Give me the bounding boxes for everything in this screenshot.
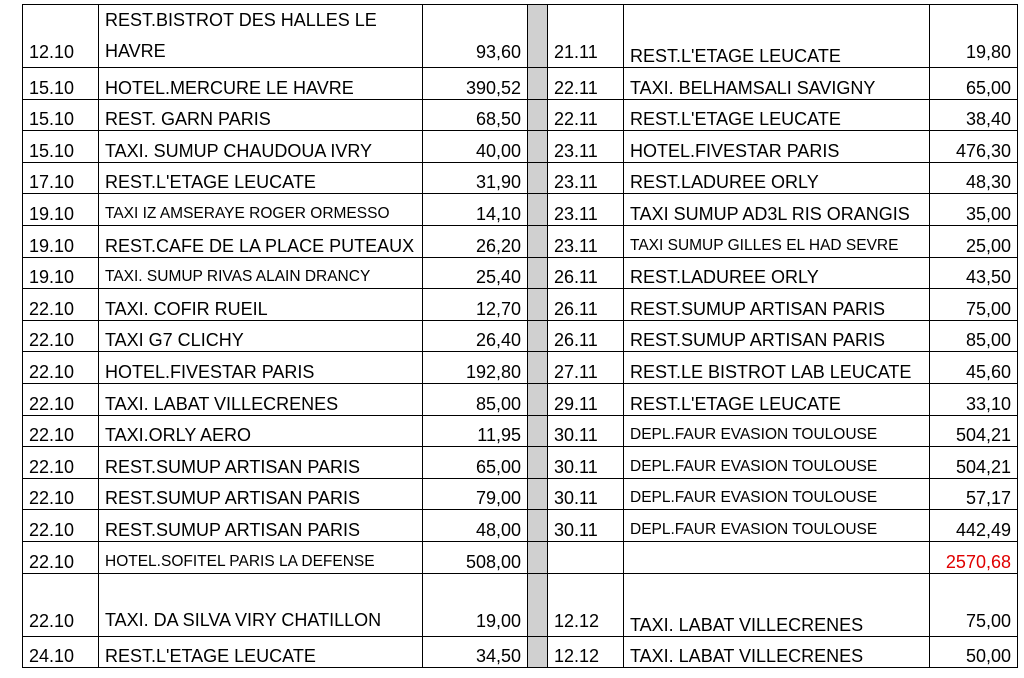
table-row: [23, 257, 1018, 289]
amount-left: 508,00: [423, 541, 528, 573]
column-separator: [528, 478, 548, 510]
date-right: [548, 541, 624, 573]
amount-left: 25,40: [423, 257, 528, 289]
table-row: [23, 68, 1018, 100]
table-row: [23, 415, 1018, 447]
description-right: TAXI. LABAT VILLECRENES: [624, 573, 930, 636]
description-left: REST.SUMUP ARTISAN PARIS: [99, 478, 423, 510]
description-right: DEPL.FAUR EVASION TOULOUSE: [624, 447, 930, 479]
amount-left: 65,00: [423, 447, 528, 479]
date-left: 19.10: [23, 194, 99, 226]
table-row: [23, 225, 1018, 257]
amount-left: 14,10: [423, 194, 528, 226]
description-left: TAXI IZ AMSERAYE ROGER ORMESSO: [99, 194, 423, 226]
date-left: 22.10: [23, 320, 99, 352]
amount-right: 85,00: [930, 320, 1018, 352]
description-right: REST.L'ETAGE LEUCATE: [624, 5, 930, 68]
date-left: 19.10: [23, 257, 99, 289]
description-left: HOTEL.MERCURE LE HAVRE: [99, 68, 423, 100]
amount-right: 25,00: [930, 225, 1018, 257]
description-left: REST.L'ETAGE LEUCATE: [99, 636, 423, 668]
table-row: [23, 5, 1018, 68]
column-separator: [528, 225, 548, 257]
date-left: 22.10: [23, 541, 99, 573]
date-right: 12.12: [548, 573, 624, 636]
description-left: REST.L'ETAGE LEUCATE: [99, 162, 423, 194]
description-right: TAXI. LABAT VILLECRENES: [624, 636, 930, 668]
date-left: 22.10: [23, 289, 99, 321]
amount-right: 504,21: [930, 447, 1018, 479]
amount-right: 33,10: [930, 383, 1018, 415]
amount-left: 11,95: [423, 415, 528, 447]
date-left: 12.10: [23, 5, 99, 68]
date-right: 26.11: [548, 289, 624, 321]
table-row: [23, 447, 1018, 479]
date-left: 15.10: [23, 99, 99, 131]
description-left: REST.BISTROT DES HALLES LE HAVRE: [99, 5, 423, 68]
amount-right: 35,00: [930, 194, 1018, 226]
amount-left: 68,50: [423, 99, 528, 131]
description-right: REST.L'ETAGE LEUCATE: [624, 99, 930, 131]
table-row: [23, 352, 1018, 384]
date-right: 23.11: [548, 162, 624, 194]
table-row: [23, 162, 1018, 194]
description-left: REST.SUMUP ARTISAN PARIS: [99, 447, 423, 479]
total-amount: 2570,68: [930, 541, 1018, 573]
date-left: 22.10: [23, 352, 99, 384]
column-separator: [528, 162, 548, 194]
description-right: REST.LE BISTROT LAB LEUCATE: [624, 352, 930, 384]
description-left: TAXI. LABAT VILLECRENES: [99, 383, 423, 415]
date-right: 27.11: [548, 352, 624, 384]
table-row: [23, 131, 1018, 163]
description-right: DEPL.FAUR EVASION TOULOUSE: [624, 478, 930, 510]
amount-left: 48,00: [423, 510, 528, 542]
amount-right: 48,30: [930, 162, 1018, 194]
date-right: 23.11: [548, 194, 624, 226]
date-left: 17.10: [23, 162, 99, 194]
description-right: REST.SUMUP ARTISAN PARIS: [624, 320, 930, 352]
column-separator: [528, 510, 548, 542]
description-left: TAXI. SUMUP CHAUDOUA IVRY: [99, 131, 423, 163]
amount-right: 65,00: [930, 68, 1018, 100]
amount-right: 57,17: [930, 478, 1018, 510]
table-row: [23, 510, 1018, 542]
description-left: REST.CAFE DE LA PLACE PUTEAUX: [99, 225, 423, 257]
table-row: [23, 194, 1018, 226]
table-row: [23, 478, 1018, 510]
amount-right: 75,00: [930, 289, 1018, 321]
description-left: REST.SUMUP ARTISAN PARIS: [99, 510, 423, 542]
description-left: TAXI. DA SILVA VIRY CHATILLON: [99, 573, 423, 636]
column-separator: [528, 541, 548, 573]
description-right: REST.L'ETAGE LEUCATE: [624, 383, 930, 415]
date-right: 23.11: [548, 131, 624, 163]
amount-right: 504,21: [930, 415, 1018, 447]
amount-left: 34,50: [423, 636, 528, 668]
column-separator: [528, 194, 548, 226]
description-right: [624, 541, 930, 573]
date-right: 30.11: [548, 510, 624, 542]
amount-right: 476,30: [930, 131, 1018, 163]
amount-left: 12,70: [423, 289, 528, 321]
date-left: 19.10: [23, 225, 99, 257]
amount-right: 43,50: [930, 257, 1018, 289]
description-right: REST.LADUREE ORLY: [624, 257, 930, 289]
date-left: 22.10: [23, 478, 99, 510]
column-separator: [528, 352, 548, 384]
column-separator: [528, 636, 548, 668]
column-separator: [528, 131, 548, 163]
amount-right: 38,40: [930, 99, 1018, 131]
date-right: 23.11: [548, 225, 624, 257]
description-left: TAXI.ORLY AERO: [99, 415, 423, 447]
amount-left: 192,80: [423, 352, 528, 384]
amount-left: 31,90: [423, 162, 528, 194]
column-separator: [528, 320, 548, 352]
description-left: TAXI G7 CLICHY: [99, 320, 423, 352]
amount-left: 26,20: [423, 225, 528, 257]
description-right: DEPL.FAUR EVASION TOULOUSE: [624, 415, 930, 447]
column-separator: [528, 68, 548, 100]
date-left: 22.10: [23, 573, 99, 636]
table-row: [23, 573, 1018, 636]
date-left: 15.10: [23, 131, 99, 163]
expense-table: [22, 4, 1018, 668]
date-left: 15.10: [23, 68, 99, 100]
table-row: [23, 636, 1018, 668]
description-right: REST.LADUREE ORLY: [624, 162, 930, 194]
date-right: 30.11: [548, 447, 624, 479]
date-right: 26.11: [548, 257, 624, 289]
amount-right: 19,80: [930, 5, 1018, 68]
column-separator: [528, 573, 548, 636]
amount-right: 442,49: [930, 510, 1018, 542]
date-right: 29.11: [548, 383, 624, 415]
date-left: 22.10: [23, 383, 99, 415]
date-right: 21.11: [548, 5, 624, 68]
description-right: TAXI. BELHAMSALI SAVIGNY: [624, 68, 930, 100]
amount-left: 19,00: [423, 573, 528, 636]
amount-left: 93,60: [423, 5, 528, 68]
date-right: 22.11: [548, 68, 624, 100]
date-left: 22.10: [23, 415, 99, 447]
description-right: DEPL.FAUR EVASION TOULOUSE: [624, 510, 930, 542]
column-separator: [528, 289, 548, 321]
description-right: REST.SUMUP ARTISAN PARIS: [624, 289, 930, 321]
description-right: TAXI SUMUP GILLES EL HAD SEVRE: [624, 225, 930, 257]
description-right: TAXI SUMUP AD3L RIS ORANGIS: [624, 194, 930, 226]
description-left: TAXI. SUMUP RIVAS ALAIN DRANCY: [99, 257, 423, 289]
date-right: 30.11: [548, 478, 624, 510]
description-right: HOTEL.FIVESTAR PARIS: [624, 131, 930, 163]
description-left: HOTEL.SOFITEL PARIS LA DEFENSE: [99, 541, 423, 573]
column-separator: [528, 447, 548, 479]
table-row: [23, 289, 1018, 321]
amount-left: 26,40: [423, 320, 528, 352]
date-left: 22.10: [23, 510, 99, 542]
amount-right: 45,60: [930, 352, 1018, 384]
date-right: 12.12: [548, 636, 624, 668]
date-right: 26.11: [548, 320, 624, 352]
column-separator: [528, 99, 548, 131]
amount-right: 75,00: [930, 573, 1018, 636]
column-separator: [528, 383, 548, 415]
column-separator: [528, 257, 548, 289]
amount-left: 40,00: [423, 131, 528, 163]
date-left: 22.10: [23, 447, 99, 479]
description-left: TAXI. COFIR RUEIL: [99, 289, 423, 321]
column-separator: [528, 415, 548, 447]
amount-left: 79,00: [423, 478, 528, 510]
table-row: [23, 541, 1018, 573]
description-left: HOTEL.FIVESTAR PARIS: [99, 352, 423, 384]
table-row: [23, 383, 1018, 415]
table-row: [23, 320, 1018, 352]
description-left: REST. GARN PARIS: [99, 99, 423, 131]
table-row: [23, 99, 1018, 131]
amount-left: 390,52: [423, 68, 528, 100]
amount-left: 85,00: [423, 383, 528, 415]
date-right: 30.11: [548, 415, 624, 447]
date-right: 22.11: [548, 99, 624, 131]
amount-right: 50,00: [930, 636, 1018, 668]
date-left: 24.10: [23, 636, 99, 668]
column-separator: [528, 5, 548, 68]
